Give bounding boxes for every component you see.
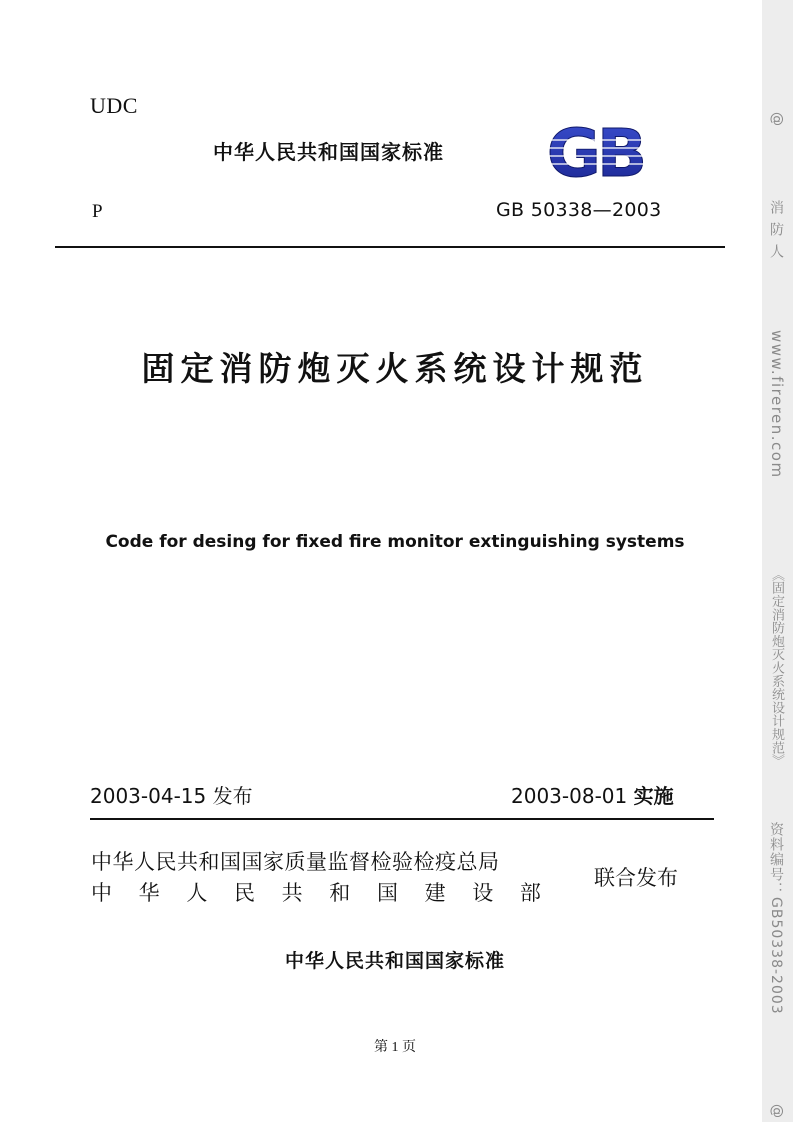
- implementation-label: 实施: [633, 784, 674, 808]
- gb-logo: [531, 120, 659, 186]
- gb-logo-text: GB: [546, 120, 644, 186]
- udc-label: UDC: [90, 93, 138, 118]
- national-standard-heading: 中华人民共和国国家标准: [213, 140, 444, 164]
- issuer-char: 共: [281, 881, 303, 905]
- issue-date: 2003-04-15 发布: [90, 784, 253, 808]
- sidebar-document-id: 资料编号：GB50338-2003: [768, 822, 784, 1015]
- issuer-char: 中: [91, 881, 112, 905]
- header-divider: [55, 246, 725, 248]
- issuer-char: 华: [138, 881, 160, 905]
- implementation-date-value: 2003-08-01: [511, 784, 634, 808]
- classification-code: P: [92, 201, 103, 222]
- sidebar-site-name: 消防人: [768, 200, 784, 266]
- joint-release-label: 联合发布: [594, 866, 678, 890]
- dates-divider: [90, 818, 714, 820]
- sidebar-at-symbol-bottom: @: [769, 1104, 785, 1118]
- sidebar-document-title: 《固定消防炮灭火系统设计规范》: [769, 568, 784, 768]
- document-title-chinese: 固定消防炮灭火系统设计规范: [141, 349, 649, 388]
- issuer-char: 设: [472, 881, 494, 905]
- issuer-char: 建: [424, 881, 446, 905]
- document-title-english: Code for desing for fixed fire monitor extinguishing systems: [105, 532, 685, 552]
- issuer-ministry-of-construction: [91, 877, 541, 907]
- watermark-sidebar: [762, 0, 793, 1122]
- implementation-date: [511, 780, 674, 809]
- national-standard-footer: 中华人民共和国国家标准: [284, 950, 505, 972]
- issuer-char: 人: [186, 881, 208, 905]
- standard-number: GB 50338—2003: [496, 199, 662, 221]
- issuer-aqsiq: 中华人民共和国国家质量监督检验检疫总局: [91, 850, 500, 874]
- issuer-char: 民: [233, 881, 255, 905]
- sidebar-url-link[interactable]: www.fireren.com: [768, 330, 786, 479]
- sidebar-at-symbol-top: @: [769, 112, 785, 126]
- page-number: 第 1 页: [374, 1040, 416, 1055]
- issuer-char: 国: [376, 881, 398, 905]
- issuer-char: 和: [329, 881, 351, 905]
- issuer-char: 部: [519, 881, 541, 905]
